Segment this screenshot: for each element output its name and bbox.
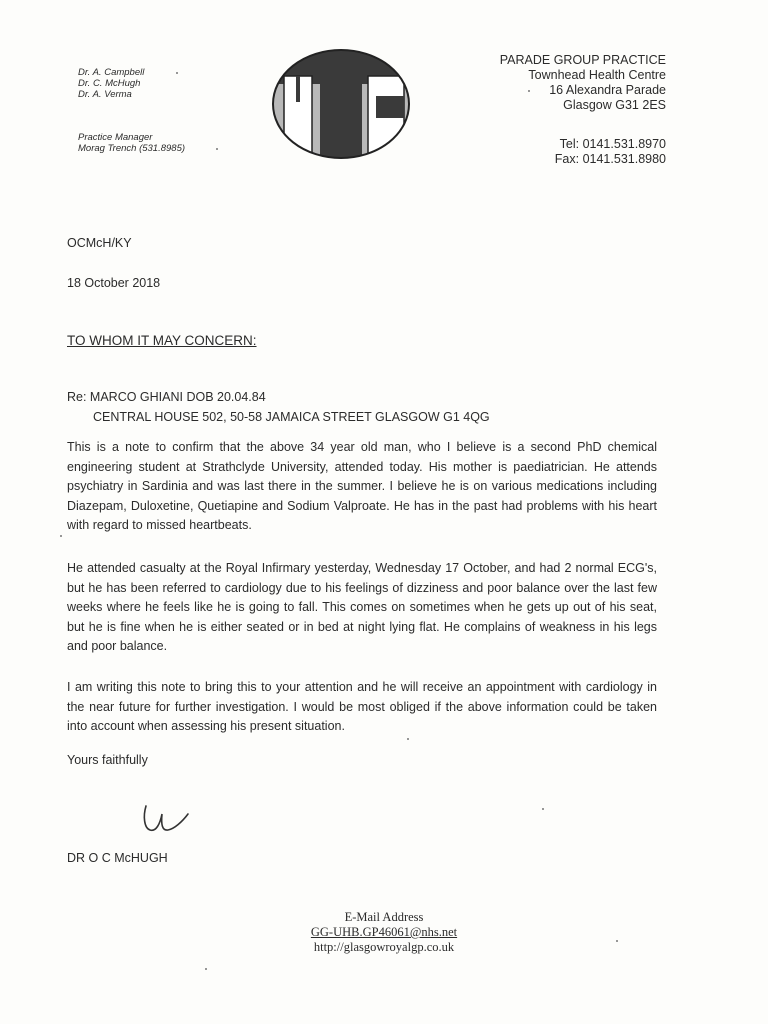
scan-speck	[176, 72, 178, 74]
scan-speck	[205, 968, 207, 970]
scan-speck	[60, 535, 62, 537]
address-line: 16 Alexandra Parade	[549, 83, 666, 97]
scan-speck	[542, 808, 544, 810]
email-label: E-Mail Address	[344, 910, 424, 924]
fax: Fax: 0141.531.8980	[554, 152, 666, 166]
re-patient-line: Re: MARCO GHIANI DOB 20.04.84	[67, 390, 266, 404]
website-link[interactable]: http://glasgowroyalgp.co.uk	[313, 940, 455, 954]
address-line: Townhead Health Centre	[528, 68, 666, 82]
manager-name: Morag Trench (531.8985)	[78, 143, 186, 154]
handwritten-signature	[140, 800, 192, 836]
scan-speck	[216, 148, 218, 150]
practice-address-block	[500, 53, 666, 113]
body-paragraph: I am writing this note to bring this to your attention and he will receive an appointment with cardiology in the near future for further investigation. I would be most obliged if the above information could be taken into account when assessing his present situation.	[67, 680, 657, 734]
doctors-list	[78, 67, 144, 100]
contact-block	[555, 137, 666, 167]
scan-speck	[616, 940, 618, 942]
practice-logo-icon	[270, 48, 412, 160]
signatory-name: DR O C McHUGH	[67, 851, 168, 865]
scan-speck	[407, 738, 409, 740]
email-link[interactable]: GG-UHB.GP46061@nhs.net	[310, 925, 458, 939]
letter-date: 18 October 2018	[67, 276, 161, 290]
reference-code: OCMcH/KY	[67, 236, 132, 250]
body-paragraph: This is a note to confirm that the above 34 year old man, who I believe is a second PhD chemical engineering student at Strathclyde University, attended today. His mother is paediatrician. He attends psychiatry in Sardinia and was last there in the summer. I believe he is on various medications including Diazepam, Duloxetine, Quetiapine and Sodium Valproate. He has in the past had problems with his heart with regard to missed heartbeats.	[67, 440, 657, 533]
address-line: Glasgow G31 2ES	[563, 98, 666, 112]
re-address-line: CENTRAL HOUSE 502, 50-58 JAMAICA STREET GLASGOW G1 4QG	[93, 410, 490, 424]
scan-speck	[528, 90, 530, 92]
footer-contact	[0, 910, 768, 955]
manager-title: Practice Manager	[78, 132, 153, 143]
letter-heading: TO WHOM IT MAY CONCERN:	[67, 333, 257, 348]
doctor-name: Dr. A. Verma	[78, 89, 132, 100]
closing-line: Yours faithfully	[67, 753, 148, 767]
practice-name: PARADE GROUP PRACTICE	[499, 53, 666, 67]
body-paragraph: He attended casualty at the Royal Infirmary yesterday, Wednesday 17 October, and had 2 normal ECG's, but he has been referred to cardiology due to his feelings of dizziness and poor balance over the last few weeks where he feels like he is going to fall. This comes on sometimes when he gets up out of his seat, but he is fine when he is either seated or in bed at night lying flat. He complains of weakness in his legs and poor balance.	[67, 561, 657, 654]
doctor-name: Dr. C. McHugh	[78, 78, 141, 89]
practice-manager	[78, 132, 185, 154]
telephone: Tel: 0141.531.8970	[559, 137, 666, 151]
doctor-name: Dr. A. Campbell	[78, 67, 145, 78]
